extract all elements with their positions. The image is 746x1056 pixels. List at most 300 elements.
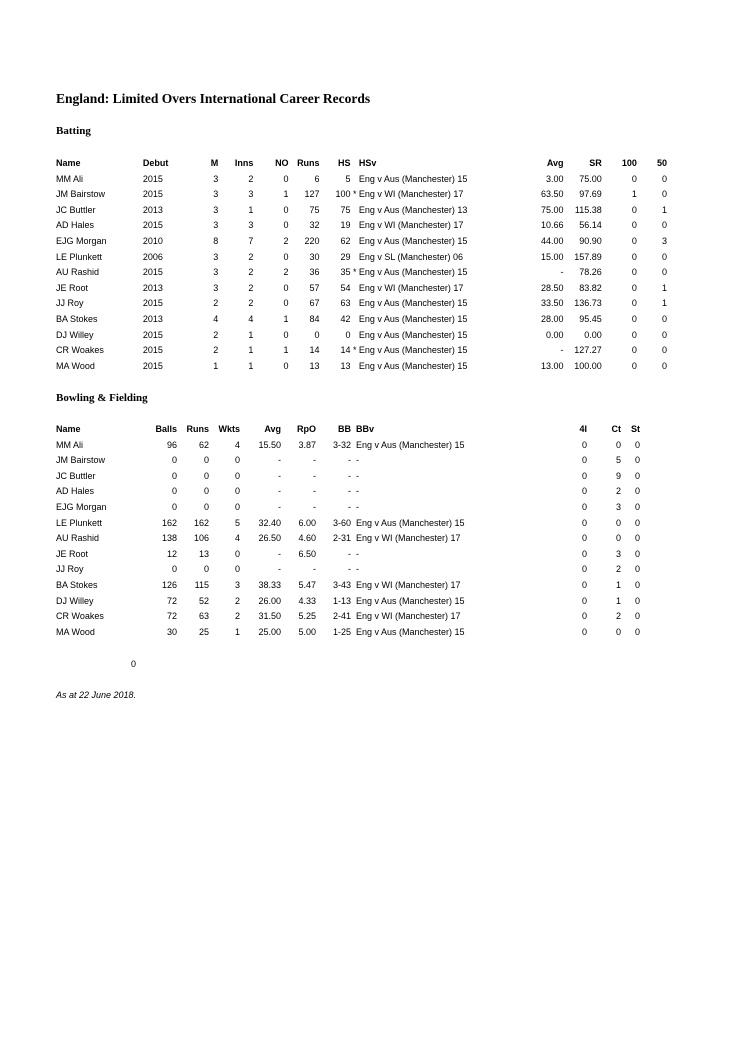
- wickets: 2: [234, 611, 240, 622]
- batting-heading: Batting: [56, 125, 91, 137]
- col-name: Name: [56, 158, 81, 168]
- best-bowling: 3-43: [332, 579, 351, 590]
- not-outs: 1: [283, 313, 289, 324]
- bowling-average: 26.00: [258, 595, 281, 606]
- not-outs: 1: [283, 189, 289, 200]
- catches: 0: [615, 439, 621, 450]
- stumpings: 0: [634, 548, 640, 559]
- innings: 2: [248, 251, 254, 262]
- high-score-venue: Eng v Aus (Manchester) 15: [358, 298, 468, 309]
- bowling-row: [56, 438, 640, 454]
- fifties: 1: [661, 298, 667, 309]
- best-bowling: 2-41: [332, 611, 351, 622]
- best-bowling-venue: -: [356, 564, 359, 575]
- not-out-marker: [351, 218, 359, 234]
- wickets: 5: [234, 517, 240, 528]
- bowling-row: [56, 500, 640, 516]
- not-out-marker: [351, 172, 359, 188]
- high-score-venue: Eng v WI (Manchester) 17: [358, 189, 464, 200]
- wickets: 0: [234, 470, 240, 481]
- runs-conceded: 52: [198, 595, 209, 606]
- bowling-rows: [56, 438, 640, 641]
- debut-year: 2013: [142, 313, 163, 324]
- four-wickets: 0: [581, 455, 587, 466]
- catches: 3: [615, 548, 621, 559]
- batting-row: [56, 296, 667, 312]
- high-score: 19: [340, 220, 351, 231]
- fifties: 0: [661, 313, 667, 324]
- innings: 1: [248, 345, 254, 356]
- bowling-average: 15.50: [258, 439, 281, 450]
- average: 0.00: [545, 329, 564, 340]
- col-name: Name: [56, 424, 81, 434]
- high-score-venue: Eng v WI (Manchester) 17: [358, 282, 464, 293]
- runs: 220: [304, 235, 320, 246]
- strike-rate: 0.00: [584, 329, 602, 340]
- runs-conceded: 62: [198, 439, 209, 450]
- high-score: 63: [340, 298, 351, 309]
- stray-value: 0: [131, 659, 137, 669]
- stumpings: 0: [634, 579, 640, 590]
- best-bowling-venue: Eng v Aus (Manchester) 15: [356, 439, 465, 450]
- matches: 3: [213, 282, 219, 293]
- bowling-average: -: [278, 501, 281, 512]
- bowling-average: -: [278, 548, 281, 559]
- average: 3.00: [545, 173, 564, 184]
- not-out-marker: [351, 312, 359, 328]
- batting-row: [56, 234, 667, 250]
- fifties: 1: [661, 204, 667, 215]
- fifties: 0: [661, 360, 667, 371]
- best-bowling: 3-60: [332, 517, 351, 528]
- innings: 2: [248, 173, 254, 184]
- fifties: 0: [661, 220, 667, 231]
- best-bowling-venue: Eng v WI (Manchester) 17: [356, 533, 461, 544]
- innings: 7: [248, 235, 254, 246]
- high-score-venue: Eng v Aus (Manchester) 15: [358, 173, 468, 184]
- wickets: 4: [234, 533, 240, 544]
- runs-conceded: 0: [203, 501, 209, 512]
- batting-row: [56, 265, 667, 281]
- best-bowling-venue: Eng v Aus (Manchester) 15: [356, 595, 465, 606]
- strike-rate: 95.45: [579, 313, 602, 324]
- runs-per-over: 6.50: [298, 548, 316, 559]
- runs-conceded: 25: [198, 626, 209, 637]
- balls: 12: [166, 548, 177, 559]
- innings: 2: [248, 298, 254, 309]
- batting-row: [56, 359, 667, 375]
- average: 10.66: [540, 220, 564, 231]
- catches: 0: [615, 517, 621, 528]
- not-out-marker: [351, 250, 359, 266]
- player-name: LE Plunkett: [56, 517, 103, 528]
- best-bowling: -: [348, 470, 351, 481]
- not-outs: 0: [283, 220, 289, 231]
- page-title: England: Limited Overs International Career Records: [56, 91, 371, 106]
- player-name: BA Stokes: [56, 579, 98, 590]
- col-best-bowling: BB: [338, 424, 351, 434]
- best-bowling: 2-31: [332, 533, 351, 544]
- catches: 0: [615, 626, 621, 637]
- balls: 0: [171, 455, 177, 466]
- bowling-row: [56, 453, 640, 469]
- debut-year: 2015: [142, 345, 163, 356]
- debut-year: 2013: [142, 204, 163, 215]
- debut-year: 2015: [142, 360, 163, 371]
- not-out-marker: *: [352, 189, 357, 200]
- stumpings: 0: [634, 564, 640, 575]
- best-bowling: 1-13: [332, 595, 351, 606]
- balls: 162: [161, 517, 177, 528]
- debut-year: 2006: [142, 251, 163, 262]
- high-score-venue: Eng v Aus (Manchester) 15: [358, 313, 468, 324]
- not-out-marker: [351, 203, 359, 219]
- not-outs: 2: [283, 267, 289, 278]
- wickets: 0: [234, 564, 240, 575]
- stumpings: 0: [634, 486, 640, 497]
- hundreds: 0: [631, 204, 637, 215]
- average: -: [560, 267, 564, 278]
- runs-per-over: -: [313, 455, 316, 466]
- player-name: MM Ali: [56, 439, 83, 450]
- bowling-average: 32.40: [258, 517, 281, 528]
- balls: 72: [166, 595, 177, 606]
- matches: 3: [213, 189, 219, 200]
- runs: 6: [314, 173, 320, 184]
- runs-conceded: 13: [198, 548, 209, 559]
- player-name: DJ Willey: [56, 595, 94, 606]
- best-bowling: -: [348, 501, 351, 512]
- high-score-venue: Eng v Aus (Manchester) 15: [358, 329, 468, 340]
- col-average: Avg: [264, 424, 281, 434]
- balls: 72: [166, 611, 177, 622]
- catches: 2: [615, 486, 621, 497]
- footnote: As at 22 June 2018.: [56, 690, 137, 700]
- batting-table: [56, 156, 667, 374]
- best-bowling-venue: Eng v WI (Manchester) 17: [356, 579, 461, 590]
- runs-conceded: 0: [203, 564, 209, 575]
- hundreds: 1: [631, 189, 637, 200]
- fifties: 0: [661, 267, 667, 278]
- bowling-row: [56, 516, 640, 532]
- hundreds: 0: [631, 220, 637, 231]
- player-name: MM Ali: [56, 173, 83, 184]
- stumpings: 0: [634, 626, 640, 637]
- not-outs: 0: [283, 360, 289, 371]
- best-bowling-venue: -: [356, 501, 359, 512]
- fifties: 0: [661, 189, 667, 200]
- player-name: MA Wood: [56, 626, 95, 637]
- bowling-row: [56, 547, 640, 563]
- wickets: 0: [234, 486, 240, 497]
- col-runs-per-over: RpO: [297, 424, 316, 434]
- average: -: [560, 345, 564, 356]
- best-bowling: -: [348, 455, 351, 466]
- runs-per-over: 5.47: [298, 579, 316, 590]
- fifties: 3: [661, 235, 667, 246]
- col-debut: Debut: [142, 158, 169, 168]
- debut-year: 2015: [142, 329, 163, 340]
- best-bowling: -: [348, 548, 351, 559]
- average: 28.50: [540, 282, 564, 293]
- runs-per-over: 3.87: [298, 439, 316, 450]
- matches: 8: [213, 235, 219, 246]
- not-outs: 0: [283, 298, 289, 309]
- stumpings: 0: [634, 517, 640, 528]
- col-average: Avg: [546, 158, 564, 168]
- best-bowling-venue: Eng v WI (Manchester) 17: [356, 611, 461, 622]
- innings: 4: [248, 313, 254, 324]
- balls: 0: [171, 564, 177, 575]
- not-outs: 1: [283, 345, 289, 356]
- best-bowling: 3-32: [332, 439, 351, 450]
- not-out-marker: [351, 359, 359, 375]
- col-hundreds: 100: [621, 158, 637, 168]
- innings: 2: [248, 282, 254, 293]
- not-outs: 2: [283, 235, 289, 246]
- hundreds: 0: [631, 173, 637, 184]
- strike-rate: 75.00: [579, 173, 602, 184]
- batting-row: [56, 218, 667, 234]
- innings: 1: [248, 204, 254, 215]
- innings: 1: [248, 329, 254, 340]
- not-out-marker: [351, 328, 359, 344]
- matches: 3: [213, 220, 219, 231]
- stumpings: 0: [634, 595, 640, 606]
- high-score: 100: [335, 189, 351, 200]
- debut-year: 2015: [142, 267, 163, 278]
- strike-rate: 157.89: [574, 251, 602, 262]
- four-wickets: 0: [581, 595, 587, 606]
- balls: 30: [166, 626, 177, 637]
- player-name: EJG Morgan: [56, 235, 107, 246]
- col-best-bowling-venue: BBv: [356, 424, 375, 434]
- matches: 2: [213, 329, 219, 340]
- runs-per-over: 4.33: [298, 595, 316, 606]
- average: 44.00: [540, 235, 564, 246]
- not-out-marker: *: [352, 267, 357, 278]
- col-matches: M: [210, 158, 219, 168]
- not-outs: 0: [283, 251, 289, 262]
- bowling-row: [56, 562, 640, 578]
- batting-header-row: [56, 156, 667, 172]
- not-outs: 0: [283, 329, 289, 340]
- strike-rate: 83.82: [579, 282, 602, 293]
- stumpings: 0: [634, 455, 640, 466]
- balls: 96: [166, 439, 177, 450]
- col-runs: Runs: [297, 158, 320, 168]
- bowling-average: 38.33: [258, 579, 281, 590]
- not-outs: 0: [283, 204, 289, 215]
- batting-row: [56, 328, 667, 344]
- matches: 4: [213, 313, 219, 324]
- four-wickets: 0: [581, 564, 587, 575]
- high-score: 5: [345, 173, 351, 184]
- col-wickets: Wkts: [218, 424, 240, 434]
- stumpings: 0: [634, 611, 640, 622]
- player-name: JC Buttler: [56, 470, 96, 481]
- four-wickets: 0: [581, 486, 587, 497]
- runs-per-over: -: [313, 564, 316, 575]
- best-bowling: -: [348, 486, 351, 497]
- debut-year: 2015: [142, 220, 163, 231]
- hundreds: 0: [631, 267, 637, 278]
- balls: 0: [171, 486, 177, 497]
- hundreds: 0: [631, 235, 637, 246]
- runs: 13: [309, 360, 320, 371]
- bowling-row: [56, 625, 640, 641]
- player-name: CR Woakes: [56, 345, 104, 356]
- col-fifties: 50: [656, 158, 667, 168]
- runs-conceded: 115: [194, 579, 209, 590]
- batting-rows: [56, 172, 667, 375]
- wickets: 3: [234, 579, 240, 590]
- average: 75.00: [540, 204, 564, 215]
- fifties: 0: [661, 173, 667, 184]
- high-score-venue: Eng v Aus (Manchester) 13: [358, 204, 468, 215]
- bowling-average: -: [278, 486, 281, 497]
- high-score: 62: [340, 235, 351, 246]
- four-wickets: 0: [581, 579, 587, 590]
- high-score-venue: Eng v Aus (Manchester) 15: [358, 345, 468, 356]
- best-bowling: 1-25: [332, 626, 351, 637]
- four-wickets: 0: [581, 517, 587, 528]
- matches: 3: [213, 267, 219, 278]
- wickets: 1: [234, 626, 240, 637]
- strike-rate: 90.90: [579, 235, 602, 246]
- high-score-venue: Eng v Aus (Manchester) 15: [358, 360, 468, 371]
- bowling-average: 31.50: [258, 611, 281, 622]
- strike-rate: 127.27: [574, 345, 602, 356]
- runs-per-over: -: [313, 486, 316, 497]
- best-bowling-venue: -: [356, 455, 359, 466]
- player-name: DJ Willey: [56, 329, 94, 340]
- runs: 14: [309, 345, 320, 356]
- wickets: 0: [234, 501, 240, 512]
- strike-rate: 56.14: [579, 220, 602, 231]
- batting-row: [56, 172, 667, 188]
- high-score: 13: [340, 360, 351, 371]
- player-name: BA Stokes: [56, 313, 98, 324]
- catches: 3: [615, 501, 621, 512]
- col-balls: Balls: [155, 424, 177, 434]
- average: 63.50: [540, 189, 564, 200]
- stumpings: 0: [634, 439, 640, 450]
- runs: 32: [309, 220, 320, 231]
- player-name: AD Hales: [56, 486, 95, 497]
- high-score: 29: [340, 251, 351, 262]
- matches: 3: [213, 173, 219, 184]
- strike-rate: 78.26: [579, 267, 602, 278]
- matches: 1: [213, 360, 219, 371]
- col-four-wickets: 4I: [579, 424, 587, 434]
- col-innings: Inns: [234, 158, 254, 168]
- catches: 1: [615, 579, 621, 590]
- high-score: 42: [340, 313, 351, 324]
- runs-conceded: 162: [193, 517, 209, 528]
- innings: 3: [248, 220, 254, 231]
- runs-conceded: 0: [203, 486, 209, 497]
- player-name: JJ Roy: [56, 564, 84, 575]
- bowling-row: [56, 578, 640, 594]
- innings: 1: [248, 360, 254, 371]
- debut-year: 2010: [142, 235, 163, 246]
- batting-row: [56, 281, 667, 297]
- player-name: JJ Roy: [56, 298, 84, 309]
- player-name: JM Bairstow: [56, 455, 106, 466]
- bowling-average: -: [278, 564, 281, 575]
- matches: 2: [213, 298, 219, 309]
- runs: 36: [309, 267, 320, 278]
- bowling-row: [56, 484, 640, 500]
- not-out-marker: [351, 296, 359, 312]
- bowling-average: -: [278, 470, 281, 481]
- best-bowling-venue: -: [356, 486, 359, 497]
- average: 28.00: [540, 313, 564, 324]
- not-outs: 0: [283, 173, 289, 184]
- col-runs: Runs: [186, 424, 209, 434]
- matches: 3: [213, 204, 219, 215]
- debut-year: 2013: [142, 282, 163, 293]
- four-wickets: 0: [581, 470, 587, 481]
- runs-per-over: -: [313, 470, 316, 481]
- runs: 84: [309, 313, 320, 324]
- best-bowling-venue: -: [356, 548, 359, 559]
- bowling-row: [56, 531, 640, 547]
- catches: 9: [615, 470, 621, 481]
- bowling-average: 26.50: [258, 533, 281, 544]
- high-score: 75: [340, 204, 351, 215]
- player-name: EJG Morgan: [56, 501, 107, 512]
- catches: 0: [615, 533, 621, 544]
- hundreds: 0: [631, 313, 637, 324]
- best-bowling-venue: Eng v Aus (Manchester) 15: [356, 517, 465, 528]
- batting-row: [56, 203, 667, 219]
- player-name: JM Bairstow: [56, 189, 106, 200]
- average: 33.50: [540, 298, 564, 309]
- runs: 0: [314, 329, 320, 340]
- batting-row: [56, 187, 667, 203]
- runs: 57: [309, 282, 320, 293]
- runs-conceded: 0: [203, 470, 209, 481]
- high-score: 14: [340, 345, 351, 356]
- player-name: JE Root: [56, 548, 89, 559]
- best-bowling-venue: Eng v Aus (Manchester) 15: [356, 626, 465, 637]
- four-wickets: 0: [581, 611, 587, 622]
- player-name: JE Root: [56, 282, 89, 293]
- runs-conceded: 63: [198, 611, 209, 622]
- col-high-score-venue: HSv: [358, 158, 377, 168]
- best-bowling: -: [348, 564, 351, 575]
- catches: 2: [615, 564, 621, 575]
- high-score: 0: [345, 329, 351, 340]
- balls: 0: [171, 501, 177, 512]
- runs-per-over: 4.60: [298, 533, 316, 544]
- wickets: 0: [234, 455, 240, 466]
- high-score-venue: Eng v Aus (Manchester) 15: [358, 267, 468, 278]
- batting-row: [56, 312, 667, 328]
- high-score: 54: [340, 282, 351, 293]
- debut-year: 2015: [142, 189, 163, 200]
- fifties: 0: [661, 345, 667, 356]
- high-score-venue: Eng v WI (Manchester) 17: [358, 220, 464, 231]
- bowling-heading: Bowling & Fielding: [56, 392, 148, 404]
- runs: 75: [309, 204, 320, 215]
- hundreds: 0: [631, 360, 637, 371]
- not-out-marker: *: [352, 345, 357, 356]
- col-stumpings: St: [631, 424, 640, 434]
- four-wickets: 0: [581, 439, 587, 450]
